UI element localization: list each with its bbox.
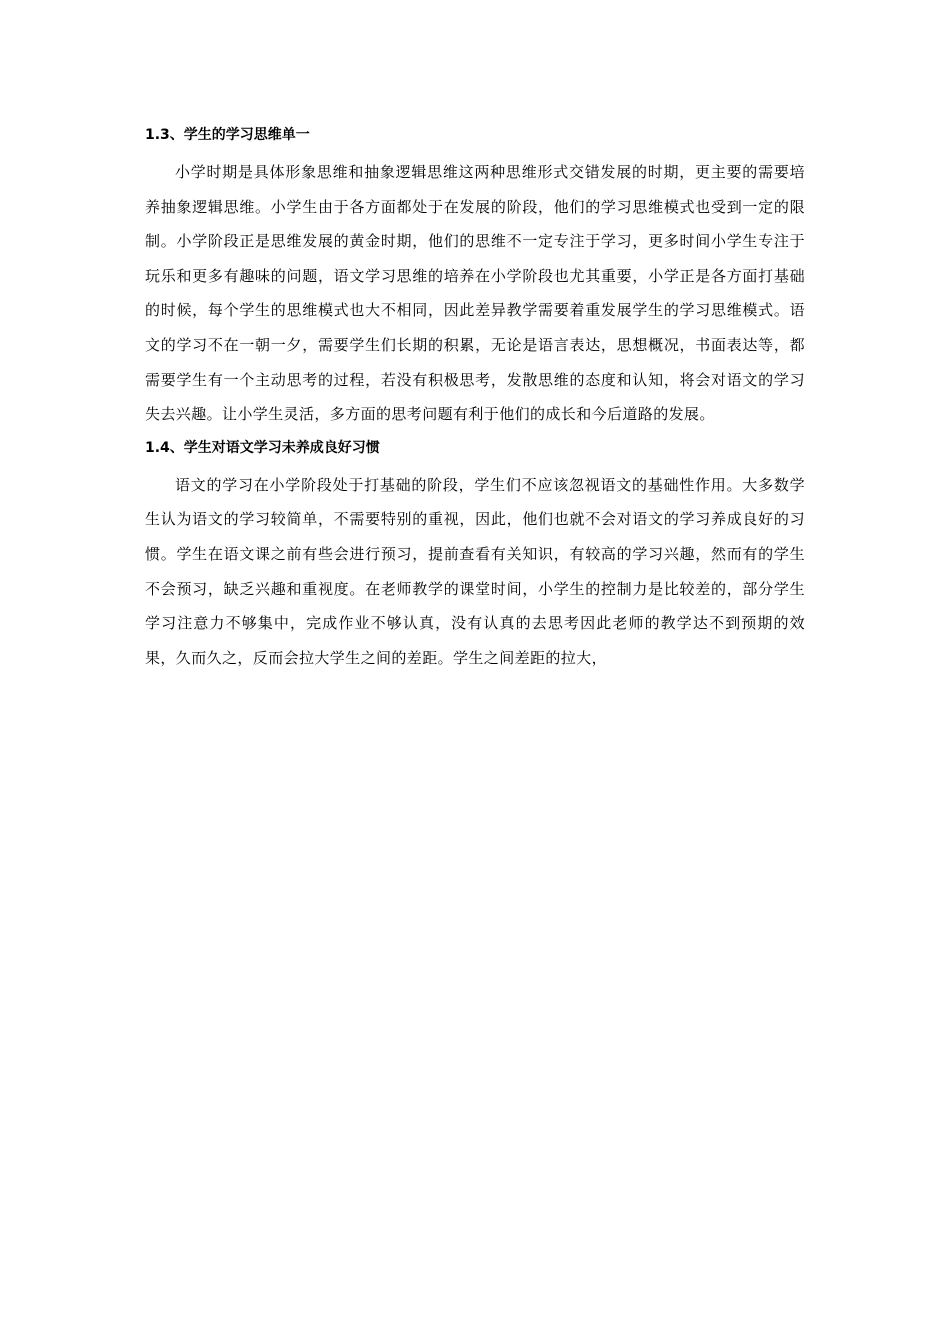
section-heading-1-3: 1.3、学生的学习思维单一 [145,127,310,143]
section-paragraph-1-4: 语文的学习在小学阶段处于打基础的阶段，学生们不应该忽视语文的基础性作用。大多数学生认为语文的学习较简单，不需要特别的重视，因此，他们也就不会对语文的学习养成良好的习惯。学生在语文课之前有些会进行预习，提前查看有关知识，有较高的学习兴趣，然而有的学生不会预习，缺乏兴趣和重视度。在老师教学的课堂时间，小学生的控制力是比较差的，部分学生学习注意力不够集中，完成作业不够认真，没有认真的去思考因此老师的教学达不到预期的效果，久而久之，反而会拉大学生之间的差距。学生之间差距的拉大， [145,475,805,667]
document-body [145,125,805,675]
section-heading-1-4: 1.4、学生对语文学习未养成良好习惯 [145,439,380,456]
section-paragraph-1-3: 小学时期是具体形象思维和抽象逻辑思维这两种思维形式交错发展的时期，更主要的需要培养抽象逻辑思维。小学生由于各方面都处于在发展的阶段，他们的学习思维模式也受到一定的限制。小学阶段正是思维发展的黄金时期，他们的思维不一定专注于学习，更多时间小学生专注于玩乐和更多有趣味的问题，语文学习思维的培养在小学阶段也尤其重要，小学正是各方面打基础的时候，每个学生的思维模式也大不相同，因此差异教学需要着重发展学生的学习思维模式。语文的学习不在一朝一夕，需要学生们长期的积累，无论是语言表达，思想概况，书面表达等，都需要学生有一个主动思考的过程，若没有积极思考，发散思维的态度和认知，将会对语文的学习失去兴趣。让小学生灵活，多方面的思考问题有利于他们的成长和今后道路的发展。 [145,163,805,424]
